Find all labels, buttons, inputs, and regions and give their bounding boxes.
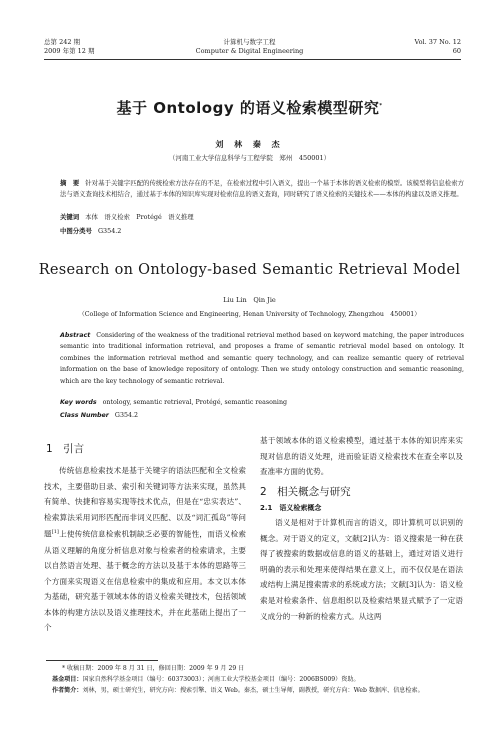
keywords-cn-label: 关键词 <box>60 213 80 221</box>
class-number-cn <box>60 226 121 235</box>
authors-cn: 刘 林 秦 杰 <box>215 139 284 149</box>
section-1-continued: 基于领域本体的语义检索模型，通过基于本体的知识库来实现对信息的语义处理，进而验证语义检索技术在查全率以及查准率方面的优势。 <box>260 436 463 477</box>
section-1-body: 传统信息检索技术是基于关键字的语法匹配和全文检索技术，主要借助目录、索引和关键词等方法来实现，虽然具有简单、快捷和容易实现等技术优点，但是在“忠实表达”、检索算法采用词形匹配而非词义匹配、以及“词汇孤岛”等问题[1]上使传统信息检索机制缺乏必要的智能性，而语义检索从语义理解的角度分析信息对象与检索者的检索请求，主要以自然语言处理、基于概念的方法以及基于本体的思路等三个方面来实现语义在信息检索中的集成和应用。本文以本体为基础，研究基于领域本体的语义检索关键技术，包括领域本体的构建方法以及语义推理技术，并在此基础上提出了一个 <box>44 466 246 633</box>
citation-1: [1] <box>51 529 59 536</box>
authors-en: Liu Lin Qin Jie <box>223 296 276 304</box>
section-1-heading: 1 引言 <box>46 443 85 455</box>
section-2-heading: 2 相关概念与研究 <box>260 486 351 498</box>
keywords-en <box>60 399 287 406</box>
footnote-author <box>52 686 464 697</box>
class-number-en-label: Class Number <box>60 412 109 419</box>
class-number-cn-label: 中图分类号 <box>60 227 92 235</box>
abstract-en-text: Considering of the weakness of the traditional retrieval method based on keyword matching, the paper introduces semantic into traditional information retrieval, and proposes a frame of semantic retrieval model based on ontology. It combines the information retrieval method and semantic query technology, and can realize semantic query of retrieval information on the base of knowledge repository of ontology. Then we study ontology construction and semantic reasoning, which are the key technology of semantic retrieval. <box>60 332 464 385</box>
class-number-en-text: G354.2 <box>114 412 138 419</box>
keywords-en-label: Key words <box>60 399 97 406</box>
journal-name-en: Computer & Digital Engineering <box>195 47 304 55</box>
header-divider <box>44 59 461 60</box>
footnote-author-text: 刘林，男，硕士研究生，研究方向：搜索引擎、语义 Web。秦杰，硕士生导师，副教授，研究方向：Web 数据库、信息检索。 <box>82 687 424 694</box>
page-number: 60 <box>452 47 461 55</box>
paper-title-cn: 基于 Ontology 的语义检索模型研究* <box>116 99 383 117</box>
footnote-received: * 收稿日期：2009 年 8 月 31 日，修回日期：2009 年 9 月 29 日 <box>62 665 245 672</box>
affiliation-cn: （河南工业大学信息科学与工程学院 郑州 450001） <box>168 154 331 162</box>
abstract-cn-label: 摘 要 <box>60 179 80 187</box>
abstract-en <box>60 330 464 387</box>
journal-name-cn: 计算机与数字工程 <box>223 38 276 46</box>
citation-3: [3] <box>406 580 417 590</box>
journal-volume-info <box>415 38 461 56</box>
issue-total: 总第 242 期 <box>44 38 81 46</box>
abstract-cn-text: 针对基于关键字匹配的传统检索方法存在的不足，在检索过程中引入语义，提出一个基于本体的语义检索的模型。该模型将信息检索方法与语义查询技术相结合，通过基于本体的知识库实现对检索信息的语义查询，同时研究了语义检索的关键技术——本体的构建以及语义推理。 <box>60 179 465 198</box>
section-2-1-heading: 2.1 语义检索概念 <box>260 504 322 512</box>
issue-year: 2009 年第 12 期 <box>44 47 95 55</box>
abstract-en-label: Abstract <box>60 332 91 339</box>
section-2-1-body: 语义是相对于计算机而言的语义，即计算机可以识别的概念。对于语义的定义，文献[2]认为：语义搜索是一种在获得了被搜索的数据或信息的语义的基础上，通过对语义进行明确的表示和处理来使得结果在意义上，而不仅仅是在语法或结构上满足搜索需求的系统或方法；文献[3]认为：语义检索是对检索条件、信息组织以及检索结果显式赋予了一定语义成分的一种新的检索方式。从这两 <box>260 518 464 621</box>
keywords-cn-text: 本体 语义检索 Protégé 语义推理 <box>85 213 194 221</box>
paper-title-en: Research on Ontology-based Semantic Retrieval Model <box>38 262 461 278</box>
volume-number: Vol. 37 No. 12 <box>414 38 461 46</box>
title-footnote-mark: * <box>379 103 383 109</box>
keywords-cn <box>60 212 194 221</box>
footnote-author-label: 作者简介： <box>52 687 83 694</box>
class-number-en <box>60 412 138 419</box>
footnote-fund <box>52 675 464 686</box>
abstract-cn <box>60 178 464 200</box>
citation-2: [2] <box>359 533 371 543</box>
class-number-cn-text: G354.2 <box>97 227 122 235</box>
keywords-en-text: ontology, semantic retrieval, Protégé, semantic reasoning <box>102 399 288 406</box>
footnote-divider <box>46 660 158 661</box>
footnote-fund-label: 基金项目： <box>52 676 83 683</box>
footnote-fund-text: 国家自然科学基金项目（编号：60373003）；河南工业大学校基金项目（编号：2006BS009）资助。 <box>82 676 360 683</box>
affiliation-en: （College of Information Science and Engineering, Henan University of Technology, Zhengzhou 450001） <box>78 311 421 318</box>
